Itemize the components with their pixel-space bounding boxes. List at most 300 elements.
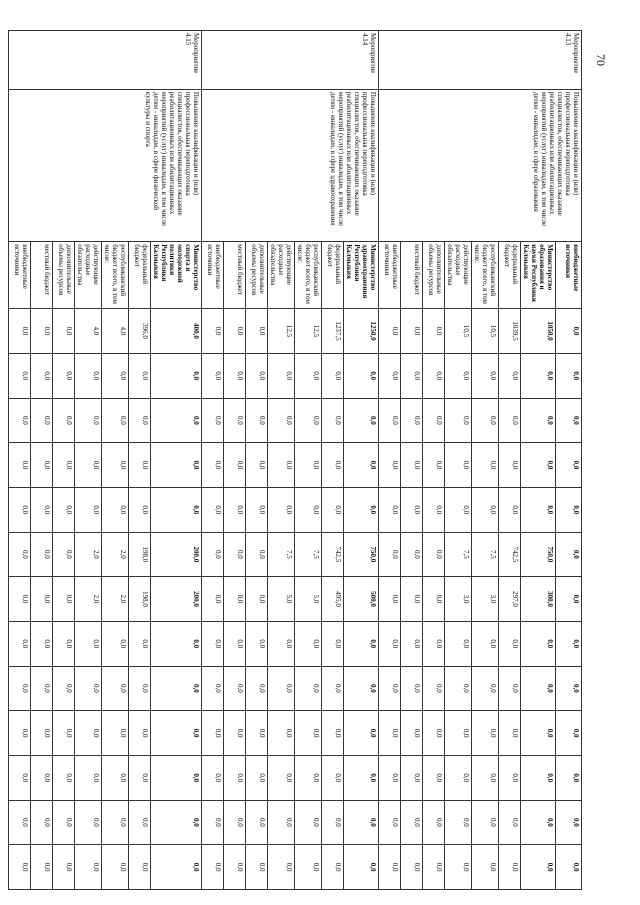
value-cell: 0,0 [556,487,582,532]
value-cell: 0,0 [521,711,556,756]
value-cell: 0,0 [75,398,102,443]
value-cell: 0,0 [224,577,246,622]
value-cell: 0,0 [344,755,379,800]
value-cell: 0,0 [31,398,53,443]
value-cell: 0,0 [521,755,556,800]
value-cell: 0,0 [9,621,31,666]
value-cell: 0,0 [445,398,472,443]
value-cell: 0,0 [499,353,521,398]
value-cell: 0,0 [151,711,202,756]
value-cell: 0,0 [379,487,401,532]
value-cell: 0,0 [102,487,129,532]
funding-source-label: местный бюджет [31,242,53,309]
funding-source-label: республиканский бюджет всего, в том числе: [472,242,499,309]
value-cell: 0,0 [202,398,224,443]
value-cell: 0,0 [246,577,268,622]
value-cell: 0,0 [9,353,31,398]
value-cell: 0,0 [102,845,129,890]
value-cell: 0,0 [401,800,423,845]
value-cell: 0,0 [268,487,295,532]
value-cell: 0,0 [556,532,582,577]
value-cell: 0,0 [344,443,379,488]
funding-source-label: внебюджетные источники [9,242,31,309]
value-cell: 0,0 [499,711,521,756]
value-cell: 0,0 [445,353,472,398]
value-cell: 0,0 [423,755,445,800]
value-cell: 0,0 [202,666,224,711]
value-cell: 0,0 [445,443,472,488]
value-cell: 0,0 [102,398,129,443]
value-cell: 0,0 [246,532,268,577]
funding-source-label: федеральный бюджет [129,242,151,309]
value-cell: 0,0 [224,353,246,398]
value-cell: 0,0 [75,353,102,398]
table-row [344,31,379,890]
funding-source-label: федеральный бюджет [322,242,344,309]
value-cell: 0,0 [53,309,75,354]
funding-source-label: республиканский бюджет всего, в том числе: [295,242,322,309]
value-cell: 12,5 [268,309,295,354]
value-cell: 200,0 [151,532,202,577]
value-cell: 0,0 [268,621,295,666]
value-cell: 0,0 [556,666,582,711]
value-cell: 3,0 [472,577,499,622]
value-cell: 0,0 [322,487,344,532]
value-cell: 5,0 [268,577,295,622]
value-cell: 0,0 [445,666,472,711]
value-cell: 300,0 [521,577,556,622]
value-cell: 0,0 [268,711,295,756]
value-cell: 0,0 [151,755,202,800]
value-cell: 4,0 [75,309,102,354]
value-cell: 0,0 [53,666,75,711]
value-cell: 0,0 [129,398,151,443]
value-cell: 0,0 [322,398,344,443]
value-cell: 0,0 [445,711,472,756]
value-cell: 0,0 [53,353,75,398]
value-cell: 0,0 [472,800,499,845]
value-cell: 0,0 [556,621,582,666]
value-cell: 0,0 [344,487,379,532]
value-cell: 0,0 [423,353,445,398]
value-cell: 0,0 [295,353,322,398]
value-cell: 0,0 [9,309,31,354]
value-cell: 0,0 [31,800,53,845]
value-cell: 0,0 [151,398,202,443]
value-cell: 400,0 [151,309,202,354]
value-cell: 0,0 [556,800,582,845]
value-cell: 0,0 [224,621,246,666]
value-cell: 0,0 [246,800,268,845]
value-cell: 0,0 [246,621,268,666]
value-cell: 0,0 [102,353,129,398]
value-cell: 0,0 [129,711,151,756]
value-cell: 0,0 [521,353,556,398]
value-cell: 2,0 [102,532,129,577]
value-cell: 0,0 [129,755,151,800]
value-cell: 0,0 [472,845,499,890]
value-cell: 1039,5 [499,309,521,354]
value-cell: 0,0 [31,309,53,354]
value-cell: 0,0 [53,487,75,532]
value-cell: 0,0 [202,443,224,488]
value-cell: 0,0 [9,398,31,443]
value-cell: 0,0 [472,666,499,711]
funding-source-label: действующие расходные обязательства [268,242,295,309]
value-cell: 0,0 [379,666,401,711]
value-cell: 0,0 [129,443,151,488]
funding-source-label: республиканский бюджет всего, в том числе: [102,242,129,309]
value-cell: 0,0 [246,666,268,711]
funding-source-label: действующие расходные обязательства [445,242,472,309]
value-cell: 0,0 [401,353,423,398]
value-cell: 0,0 [322,353,344,398]
value-cell: 750,0 [521,532,556,577]
value-cell: 0,0 [151,800,202,845]
value-cell: 0,0 [401,845,423,890]
value-cell: 0,0 [445,621,472,666]
value-cell: 0,0 [268,443,295,488]
value-cell: 0,0 [322,443,344,488]
budget-table [8,30,582,890]
value-cell: 0,0 [295,800,322,845]
value-cell: 0,0 [202,487,224,532]
value-cell: 0,0 [401,443,423,488]
value-cell: 0,0 [445,487,472,532]
value-cell: 0,0 [295,666,322,711]
measure-description: Повышение квалификации и (или) профессиональная переподготовка специалистов, обеспечивающих оказание реабилитационных или абилитационных мероприятий (услуг) инвалидам, в том числе детям - инвалидам, в сфере образования [379,89,582,241]
value-cell: 0,0 [246,443,268,488]
value-cell: 0,0 [401,398,423,443]
value-cell: 0,0 [499,443,521,488]
value-cell: 0,0 [556,398,582,443]
value-cell: 0,0 [31,353,53,398]
page-number: 70 [594,54,608,66]
value-cell: 742,5 [322,532,344,577]
value-cell: 0,0 [556,711,582,756]
value-cell: 0,0 [295,621,322,666]
value-cell: 0,0 [295,487,322,532]
value-cell: 0,0 [151,443,202,488]
value-cell: 0,0 [31,532,53,577]
rotated-budget-table [13,30,582,890]
value-cell: 2,0 [75,532,102,577]
value-cell: 0,0 [151,621,202,666]
value-cell: 0,0 [268,666,295,711]
value-cell: 2,0 [102,577,129,622]
value-cell: 0,0 [31,577,53,622]
value-cell: 297,0 [499,577,521,622]
funding-source-label: Министерство спорта и молодежной политики Республики Калмыкия [151,242,202,309]
value-cell: 0,0 [472,443,499,488]
value-cell: 0,0 [246,711,268,756]
value-cell: 5,0 [295,577,322,622]
funding-source-label: местный бюджет [224,242,246,309]
value-cell: 0,0 [401,487,423,532]
measure-code: Мероприятие 4.14 [202,31,379,90]
value-cell: 0,0 [9,800,31,845]
value-cell: 0,0 [401,621,423,666]
value-cell: 0,0 [9,666,31,711]
value-cell: 10,5 [472,309,499,354]
value-cell: 2,0 [75,577,102,622]
value-cell: 0,0 [521,666,556,711]
value-cell: 0,0 [401,666,423,711]
value-cell: 0,0 [53,443,75,488]
funding-source-label: дополнительные объемы ресурсов [423,242,445,309]
value-cell: 0,0 [202,353,224,398]
value-cell: 3,0 [445,577,472,622]
value-cell: 7,5 [295,532,322,577]
value-cell: 0,0 [423,443,445,488]
value-cell: 0,0 [322,711,344,756]
value-cell: 0,0 [445,800,472,845]
value-cell: 0,0 [344,353,379,398]
value-cell: 0,0 [556,577,582,622]
value-cell: 0,0 [499,800,521,845]
value-cell: 0,0 [322,621,344,666]
value-cell: 0,0 [224,666,246,711]
value-cell: 0,0 [499,398,521,443]
value-cell: 0,0 [53,711,75,756]
value-cell: 0,0 [295,755,322,800]
value-cell: 0,0 [295,443,322,488]
value-cell: 0,0 [246,755,268,800]
value-cell: 0,0 [75,487,102,532]
value-cell: 7,5 [268,532,295,577]
funding-source-label: дополнительные объемы ресурсов [53,242,75,309]
value-cell: 0,0 [102,755,129,800]
value-cell: 0,0 [31,711,53,756]
value-cell: 0,0 [224,755,246,800]
value-cell: 0,0 [322,845,344,890]
value-cell: 0,0 [445,755,472,800]
value-cell: 198,0 [129,577,151,622]
value-cell: 0,0 [129,487,151,532]
value-cell: 0,0 [31,621,53,666]
value-cell: 0,0 [423,711,445,756]
funding-source-label: внебюджетные источники [556,242,582,309]
value-cell: 0,0 [53,532,75,577]
funding-source-label: местный бюджет [401,242,423,309]
value-cell: 0,0 [499,845,521,890]
value-cell: 198,0 [129,532,151,577]
value-cell: 0,0 [322,666,344,711]
value-cell: 0,0 [445,845,472,890]
value-cell: 0,0 [521,800,556,845]
value-cell: 0,0 [423,309,445,354]
value-cell: 0,0 [53,398,75,443]
value-cell: 0,0 [102,711,129,756]
value-cell: 0,0 [295,398,322,443]
value-cell: 0,0 [9,532,31,577]
value-cell: 0,0 [202,800,224,845]
value-cell: 0,0 [423,487,445,532]
value-cell: 0,0 [556,845,582,890]
measure-code: Мероприятие 4.15 [9,31,202,90]
value-cell: 0,0 [379,443,401,488]
value-cell: 0,0 [224,800,246,845]
value-cell: 0,0 [224,443,246,488]
value-cell: 0,0 [75,666,102,711]
value-cell: 0,0 [401,577,423,622]
value-cell: 0,0 [499,666,521,711]
value-cell: 495,0 [322,577,344,622]
value-cell: 0,0 [268,353,295,398]
value-cell: 0,0 [75,443,102,488]
value-cell: 0,0 [53,845,75,890]
value-cell: 0,0 [9,845,31,890]
value-cell: 0,0 [9,755,31,800]
funding-source-label: действующие расходные обязательства [75,242,102,309]
value-cell: 0,0 [53,621,75,666]
value-cell: 0,0 [521,845,556,890]
value-cell: 0,0 [556,309,582,354]
value-cell: 0,0 [268,398,295,443]
value-cell: 0,0 [499,487,521,532]
value-cell: 0,0 [129,800,151,845]
funding-source-label: внебюджетные источники [379,242,401,309]
value-cell: 0,0 [202,711,224,756]
value-cell: 0,0 [53,800,75,845]
value-cell: 0,0 [31,666,53,711]
value-cell: 0,0 [344,666,379,711]
value-cell: 0,0 [423,666,445,711]
value-cell: 0,0 [521,487,556,532]
table-row [556,31,582,890]
value-cell: 0,0 [9,487,31,532]
measure-description: Повышение квалификации и (или) профессиональная переподготовка специалистов, обеспечивающих оказание реабилитационных или абилитационных мероприятий (услуг) инвалидам, в том числе детям - инвалидам, в сфере здравоохранения [202,89,379,241]
value-cell: 0,0 [31,845,53,890]
value-cell: 0,0 [53,755,75,800]
value-cell: 0,0 [472,487,499,532]
value-cell: 0,0 [423,398,445,443]
table-body [9,31,582,890]
value-cell: 0,0 [344,621,379,666]
value-cell: 0,0 [322,755,344,800]
value-cell: 0,0 [521,621,556,666]
value-cell: 0,0 [344,398,379,443]
value-cell: 0,0 [472,353,499,398]
value-cell: 0,0 [499,755,521,800]
value-cell: 0,0 [322,800,344,845]
value-cell: 0,0 [224,711,246,756]
value-cell: 0,0 [344,800,379,845]
value-cell: 0,0 [75,845,102,890]
value-cell: 1050,0 [521,309,556,354]
value-cell: 0,0 [246,845,268,890]
value-cell: 0,0 [401,755,423,800]
value-cell: 0,0 [521,443,556,488]
value-cell: 0,0 [224,398,246,443]
value-cell: 0,0 [423,845,445,890]
value-cell: 0,0 [246,309,268,354]
value-cell: 7,5 [445,532,472,577]
value-cell: 200,0 [151,577,202,622]
value-cell: 0,0 [75,800,102,845]
value-cell: 1250,0 [344,309,379,354]
value-cell: 0,0 [151,845,202,890]
value-cell: 0,0 [423,621,445,666]
value-cell: 0,0 [75,621,102,666]
value-cell: 0,0 [102,666,129,711]
value-cell: 0,0 [401,309,423,354]
value-cell: 0,0 [344,845,379,890]
value-cell: 0,0 [31,487,53,532]
value-cell: 0,0 [129,666,151,711]
value-cell: 0,0 [75,755,102,800]
funding-source-label: дополнительные объемы ресурсов [246,242,268,309]
value-cell: 0,0 [379,309,401,354]
value-cell: 0,0 [401,711,423,756]
value-cell: 0,0 [224,845,246,890]
value-cell: 0,0 [556,443,582,488]
measure-description: Повышение квалификации и (или) профессиональная переподготовка специалистов, обеспечивающих оказание реабилитационных или абилитационных мероприятий (услуг) инвалидам, в том числе детям - инвалидам, в сфере физической культуры и спорта [9,89,202,241]
value-cell: 0,0 [202,309,224,354]
value-cell: 12,5 [295,309,322,354]
value-cell: 7,5 [472,532,499,577]
value-cell: 0,0 [129,621,151,666]
value-cell: 0,0 [151,353,202,398]
value-cell: 0,0 [379,755,401,800]
value-cell: 0,0 [9,577,31,622]
funding-source-label: Министерство образования и науки Республики Калмыкия [521,242,556,309]
value-cell: 0,0 [295,711,322,756]
value-cell: 0,0 [556,755,582,800]
value-cell: 0,0 [102,621,129,666]
value-cell: 0,0 [224,487,246,532]
value-cell: 0,0 [472,755,499,800]
value-cell: 0,0 [246,487,268,532]
value-cell: 0,0 [202,755,224,800]
value-cell: 0,0 [246,353,268,398]
value-cell: 0,0 [379,353,401,398]
value-cell: 0,0 [423,577,445,622]
value-cell: 0,0 [31,443,53,488]
value-cell: 0,0 [472,621,499,666]
measure-code: Мероприятие 4.13 [379,31,582,90]
value-cell: 0,0 [202,621,224,666]
value-cell: 750,0 [344,532,379,577]
value-cell: 1237,5 [322,309,344,354]
value-cell: 0,0 [379,577,401,622]
value-cell: 0,0 [102,800,129,845]
value-cell: 0,0 [129,353,151,398]
value-cell: 0,0 [379,845,401,890]
value-cell: 0,0 [379,711,401,756]
value-cell: 0,0 [521,398,556,443]
value-cell: 10,5 [445,309,472,354]
value-cell: 0,0 [472,711,499,756]
value-cell: 0,0 [75,711,102,756]
value-cell: 0,0 [472,398,499,443]
value-cell: 0,0 [423,800,445,845]
value-cell: 0,0 [224,309,246,354]
value-cell: 0,0 [151,487,202,532]
value-cell: 0,0 [9,443,31,488]
value-cell: 0,0 [379,398,401,443]
funding-source-label: внебюджетные источники [202,242,224,309]
value-cell: 0,0 [401,532,423,577]
value-cell: 4,0 [102,309,129,354]
value-cell: 0,0 [53,577,75,622]
value-cell: 0,0 [202,577,224,622]
value-cell: 0,0 [9,711,31,756]
table-row [151,31,202,890]
value-cell: 0,0 [224,532,246,577]
value-cell: 742,5 [499,532,521,577]
value-cell: 0,0 [31,755,53,800]
